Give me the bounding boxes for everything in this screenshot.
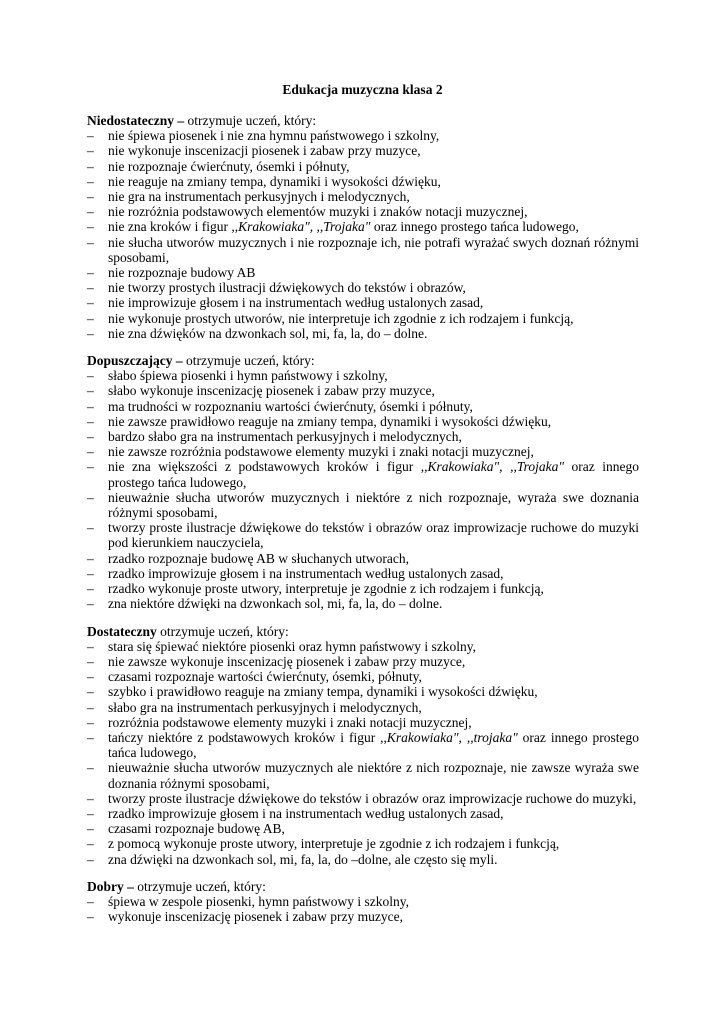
criteria-item: [87, 715, 639, 730]
criteria-item: [87, 894, 639, 909]
criteria-text: nie wykonuje inscenizacji piosenek i zabaw przy muzyce,: [108, 143, 421, 159]
section-heading: [87, 624, 639, 639]
grade-intro: otrzymuje uczeń, który:: [156, 623, 289, 639]
grade-section: [87, 624, 639, 867]
criteria-text: nie tworzy prostych ilustracji dźwiękowych do tekstów i obrazów,: [108, 280, 466, 296]
dash-bullet: –: [87, 550, 94, 566]
criteria-text: bardzo słabo gra na instrumentach perkusyjnych i melodycznych,: [108, 429, 462, 445]
dance-names: Krakowiaka", ,,Trojaka": [238, 219, 371, 235]
criteria-item: [87, 791, 639, 806]
dash-bullet: –: [87, 714, 94, 730]
criteria-text: tworzy proste ilustracje dźwiękowe do tekstów i obrazów oraz improwizacje ruchowe do muzyki pod kierunkiem nauczyciela,: [108, 520, 639, 551]
dash-bullet: –: [87, 581, 94, 597]
criteria-text: słabo wykonuje inscenizację piosenek i zabaw przy muzyce,: [108, 383, 435, 399]
criteria-text: nie gra na instrumentach perkusyjnych i melodycznych,: [108, 189, 410, 205]
dash-bullet: –: [87, 851, 94, 867]
dash-bullet: –: [87, 489, 94, 505]
criteria-item: [87, 311, 639, 326]
dash-bullet: –: [87, 836, 94, 852]
criteria-list: [87, 368, 639, 611]
criteria-text: oraz innego prostego tańca ludowego,: [370, 219, 579, 235]
grade-name: Dobry –: [87, 878, 134, 894]
criteria-item: [87, 684, 639, 699]
dash-bullet: –: [87, 669, 94, 685]
dash-bullet: –: [87, 368, 94, 384]
dash-bullet: –: [87, 444, 94, 460]
grade-intro: otrzymuje uczeń, który:: [133, 878, 266, 894]
dash-bullet: –: [87, 265, 94, 281]
grade-section: [87, 113, 639, 341]
criteria-text: nie słucha utworów muzycznych i nie rozpoznaje ich, nie potrafi wyrażać swych doznań różnymi sposobami,: [108, 234, 639, 265]
dash-bullet: –: [87, 520, 94, 536]
criteria-text: tańczy niektóre z podstawowych kroków i figur ,,: [108, 729, 387, 745]
dash-bullet: –: [87, 684, 94, 700]
criteria-text: nie zawsze rozróżnia podstawowe elementy muzyki i znaki notacji muzycznej,: [108, 444, 534, 460]
criteria-text: nie zna większości z podstawowych kroków i figur ,,: [108, 459, 428, 475]
dash-bullet: –: [87, 189, 94, 205]
criteria-item: [87, 551, 639, 566]
criteria-text: nie zna kroków i figur ,,: [108, 219, 239, 235]
section-heading: [87, 879, 639, 894]
dash-bullet: –: [87, 429, 94, 445]
dash-bullet: –: [87, 158, 94, 174]
dash-bullet: –: [87, 325, 94, 341]
grade-name: Dopuszczający –: [87, 353, 183, 369]
document-title: Edukacja muzyczna klasa 2: [282, 82, 443, 97]
section-heading: [87, 353, 639, 368]
criteria-item: [87, 280, 639, 295]
dash-bullet: –: [87, 790, 94, 806]
criteria-item: [87, 204, 639, 219]
dash-bullet: –: [87, 729, 94, 745]
dash-bullet: –: [87, 295, 94, 311]
criteria-item: [87, 429, 639, 444]
criteria-text: nieuważnie słucha utworów muzycznych i niektóre z nich rozpoznaje, wyraża swe doznania różnymi sposobami,: [108, 489, 639, 521]
criteria-text: stara się śpiewać niektóre piosenki oraz hymn państwowy i szkolny,: [108, 638, 477, 654]
criteria-item: [87, 700, 639, 715]
criteria-list: [87, 894, 639, 924]
criteria-item: [87, 399, 639, 414]
criteria-item: [87, 235, 639, 265]
criteria-text: nie rozpoznaje ćwierćnuty, ósemki i półnuty,: [108, 158, 350, 174]
criteria-item: [87, 459, 639, 489]
criteria-text: czasami rozpoznaje budowę AB,: [108, 821, 285, 837]
criteria-text: rzadko improwizuje głosem i na instrumentach według ustalonych zasad,: [108, 805, 504, 821]
criteria-text: nie reaguje na zmiany tempa, dynamiki i wysokości dźwięku,: [108, 173, 441, 189]
criteria-item: [87, 265, 639, 280]
dash-bullet: –: [87, 821, 94, 837]
dash-bullet: –: [87, 596, 94, 612]
criteria-item: [87, 852, 639, 867]
criteria-text: wykonuje inscenizację piosenek i zabaw przy muzyce,: [108, 909, 404, 925]
dash-bullet: –: [87, 173, 94, 189]
criteria-list: [87, 639, 639, 867]
criteria-text: śpiewa w zespole piosenki, hymn państwowy i szkolny,: [108, 893, 409, 909]
criteria-item: [87, 383, 639, 398]
dance-names: Krakowiaka", ,,Trojaka": [427, 459, 564, 475]
criteria-item: [87, 566, 639, 581]
criteria-text: rzadko wykonuje proste utwory, interpretuje je zgodnie z ich rodzajem i funkcją,: [108, 581, 544, 597]
criteria-text: nieuważnie słucha utworów muzycznych ale niektóre z nich rozpoznaje, nie zawsze wyraża swe doznania różnymi sposobami,: [108, 760, 639, 791]
grade-name: Niedostateczny –: [87, 113, 185, 128]
dash-bullet: –: [87, 310, 94, 326]
criteria-item: [87, 730, 639, 760]
dash-bullet: –: [87, 413, 94, 429]
criteria-text: nie wykonuje prostych utworów, nie interpretuje ich zgodnie z ich rodzajem i funkcją,: [108, 310, 574, 326]
criteria-text: oraz innego prostego tańca ludowego,: [108, 459, 639, 490]
criteria-text: szybko i prawidłowo reaguje na zmiany tempa, dynamiki i wysokości dźwięku,: [108, 684, 538, 700]
criteria-text: tworzy proste ilustracje dźwiękowe do tekstów i obrazów oraz improwizacje ruchowe do muzyki,: [108, 790, 637, 806]
criteria-item: [87, 159, 639, 174]
criteria-item: [87, 189, 639, 204]
criteria-text: rozróżnia podstawowe elementy muzyki i znaki notacji muzycznej,: [108, 714, 472, 730]
criteria-text: rzadko rozpoznaje budowę AB w słuchanych utworach,: [108, 550, 410, 566]
dash-bullet: –: [87, 653, 94, 669]
criteria-text: nie improwizuje głosem i na instrumentach według ustalonych zasad,: [108, 295, 484, 311]
grade-section: [87, 353, 639, 611]
criteria-item: [87, 414, 639, 429]
dash-bullet: –: [87, 893, 94, 909]
criteria-item: [87, 596, 639, 611]
criteria-item: [87, 128, 639, 143]
dance-names: Krakowiaka", ,,trojaka": [386, 729, 518, 745]
criteria-item: [87, 295, 639, 310]
criteria-text: zna niektóre dźwięki na dzwonkach sol, mi, fa, la, do – dolne.: [108, 596, 443, 612]
dash-bullet: –: [87, 699, 94, 715]
criteria-item: [87, 174, 639, 189]
criteria-text: nie zna dźwięków na dzwonkach sol, mi, fa, la, do – dolne.: [108, 325, 428, 341]
criteria-item: [87, 806, 639, 821]
dash-bullet: –: [87, 638, 94, 654]
criteria-text: z pomocą wykonuje proste utwory, interpretuje je zgodnie z ich rodzajem i funkcją,: [108, 836, 560, 852]
dash-bullet: –: [87, 219, 94, 235]
grade-sections: [87, 113, 639, 936]
criteria-item: [87, 909, 639, 924]
dash-bullet: –: [87, 143, 94, 159]
criteria-text: nie śpiewa piosenek i nie zna hymnu państwowego i szkolny,: [108, 128, 440, 144]
criteria-item: [87, 444, 639, 459]
dash-bullet: –: [87, 383, 94, 399]
dash-bullet: –: [87, 128, 94, 144]
criteria-item: [87, 490, 639, 520]
criteria-item: [87, 219, 639, 234]
grade-intro: otrzymuje uczeń, który:: [184, 113, 317, 128]
criteria-item: [87, 326, 639, 341]
dash-bullet: –: [87, 909, 94, 925]
dash-bullet: –: [87, 398, 94, 414]
dash-bullet: –: [87, 234, 94, 250]
criteria-text: ma trudności w rozpoznaniu wartości ćwierćnuty, ósemki i półnuty,: [108, 398, 473, 414]
criteria-text: oraz innego prostego tańca ludowego,: [108, 729, 639, 761]
criteria-item: [87, 581, 639, 596]
criteria-item: [87, 143, 639, 158]
section-heading: [87, 113, 639, 128]
criteria-item: [87, 368, 639, 383]
dash-bullet: –: [87, 805, 94, 821]
criteria-item: [87, 669, 639, 684]
criteria-text: słabo śpiewa piosenki i hymn państwowy i szkolny,: [108, 368, 388, 384]
criteria-text: nie rozpoznaje budowy AB: [108, 265, 256, 281]
criteria-item: [87, 836, 639, 851]
criteria-text: nie zawsze prawidłowo reaguje na zmiany tempa, dynamiki i wysokości dźwięku,: [108, 413, 552, 429]
grade-name: Dostateczny: [87, 623, 157, 639]
dash-bullet: –: [87, 204, 94, 220]
criteria-text: nie rozróżnia podstawowych elementów muzyki i znaków notacji muzycznej,: [108, 204, 528, 220]
dash-bullet: –: [87, 459, 94, 475]
criteria-item: [87, 821, 639, 836]
grade-intro: otrzymuje uczeń, który:: [182, 353, 315, 369]
criteria-text: nie zawsze wykonuje inscenizację piosenek i zabaw przy muzyce,: [108, 653, 466, 669]
criteria-text: rzadko improwizuje głosem i na instrumentach według ustalonych zasad,: [108, 565, 504, 581]
criteria-item: [87, 760, 639, 790]
criteria-text: słabo gra na instrumentach perkusyjnych i melodycznych,: [108, 699, 422, 715]
dash-bullet: –: [87, 760, 94, 776]
criteria-text: czasami rozpoznaje wartości ćwierćnuty, ósemki, półnuty,: [108, 669, 422, 685]
criteria-text: zna dźwięki na dzwonkach sol, mi, fa, la, do –dolne, ale często się myli.: [108, 851, 498, 867]
grade-section: [87, 879, 639, 925]
criteria-list: [87, 128, 639, 341]
criteria-item: [87, 520, 639, 550]
criteria-item: [87, 654, 639, 669]
criteria-item: [87, 639, 639, 654]
dash-bullet: –: [87, 565, 94, 581]
dash-bullet: –: [87, 280, 94, 296]
